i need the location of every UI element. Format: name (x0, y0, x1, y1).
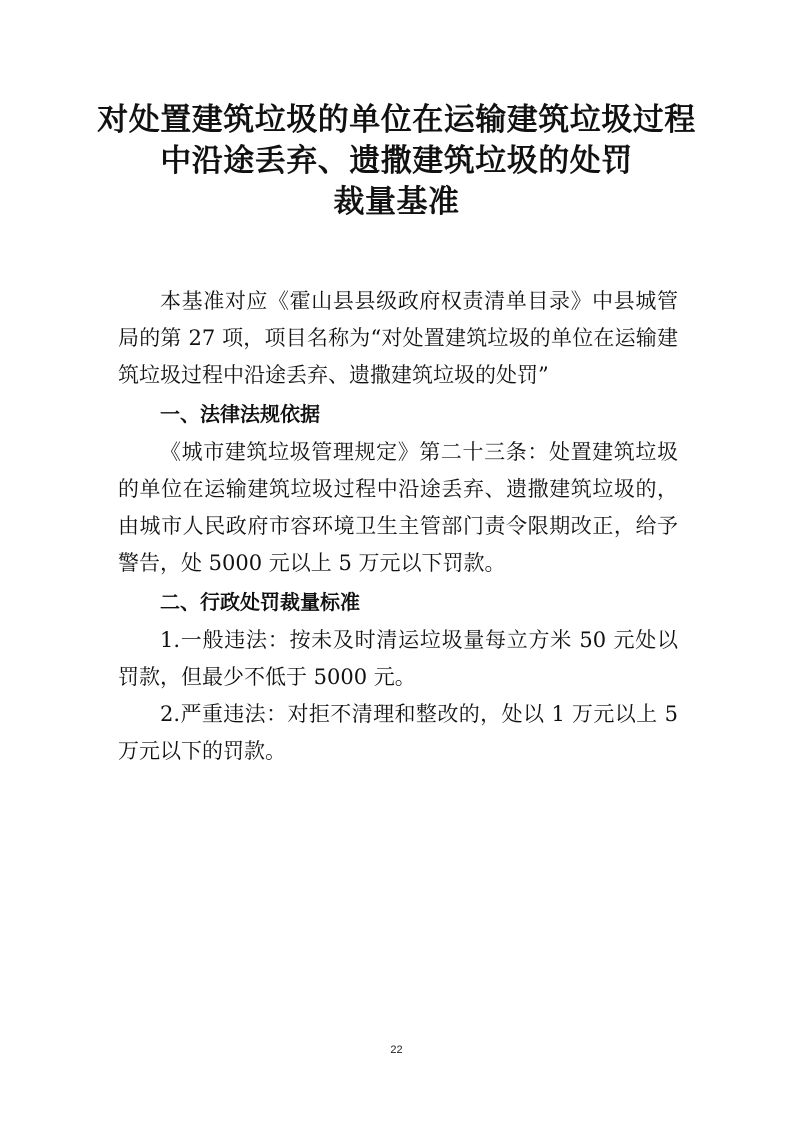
section-heading-penalty-standard: 二、行政处罚裁量标准 (160, 590, 360, 614)
legal-basis-paragraph: 《城市建筑垃圾管理规定》第二十三条：处置建筑垃圾的单位在运输建筑垃圾过程中沿途丢弃、遗撒建筑垃圾的，由城市人民政府市容环境卫生主管部门责令限期改正，给予警告，处 5000 元以上 5 万元以下罚款。 (118, 440, 678, 575)
intro-paragraph: 本基准对应《霍山县县级政府权责清单目录》中县城管局的第 27 项，项目名称为“对处置建筑垃圾的单位在运输建筑垃圾过程中沿途丢弃、遗撒建筑垃圾的处罚” (118, 289, 678, 387)
penalty-item-general: 1.一般违法：按未及时清运垃圾量每立方米 50 元处以罚款，但最少不低于 5000 元。 (118, 628, 678, 689)
title-line-2: 中沿途丢弃、遗撒建筑垃圾的处罚 (160, 143, 633, 179)
document-body (118, 283, 678, 770)
title-line-1: 对处置建筑垃圾的单位在运输建筑垃圾过程 (97, 102, 696, 138)
page-number: 22 (390, 1044, 403, 1056)
title-line-3: 裁量基准 (333, 184, 460, 220)
section-heading-legal-basis: 一、法律法规依据 (160, 402, 320, 426)
document-title (0, 100, 793, 223)
penalty-item-serious: 2.严重违法：对拒不清理和整改的，处以 1 万元以上 5 万元以下的罚款。 (118, 702, 678, 763)
